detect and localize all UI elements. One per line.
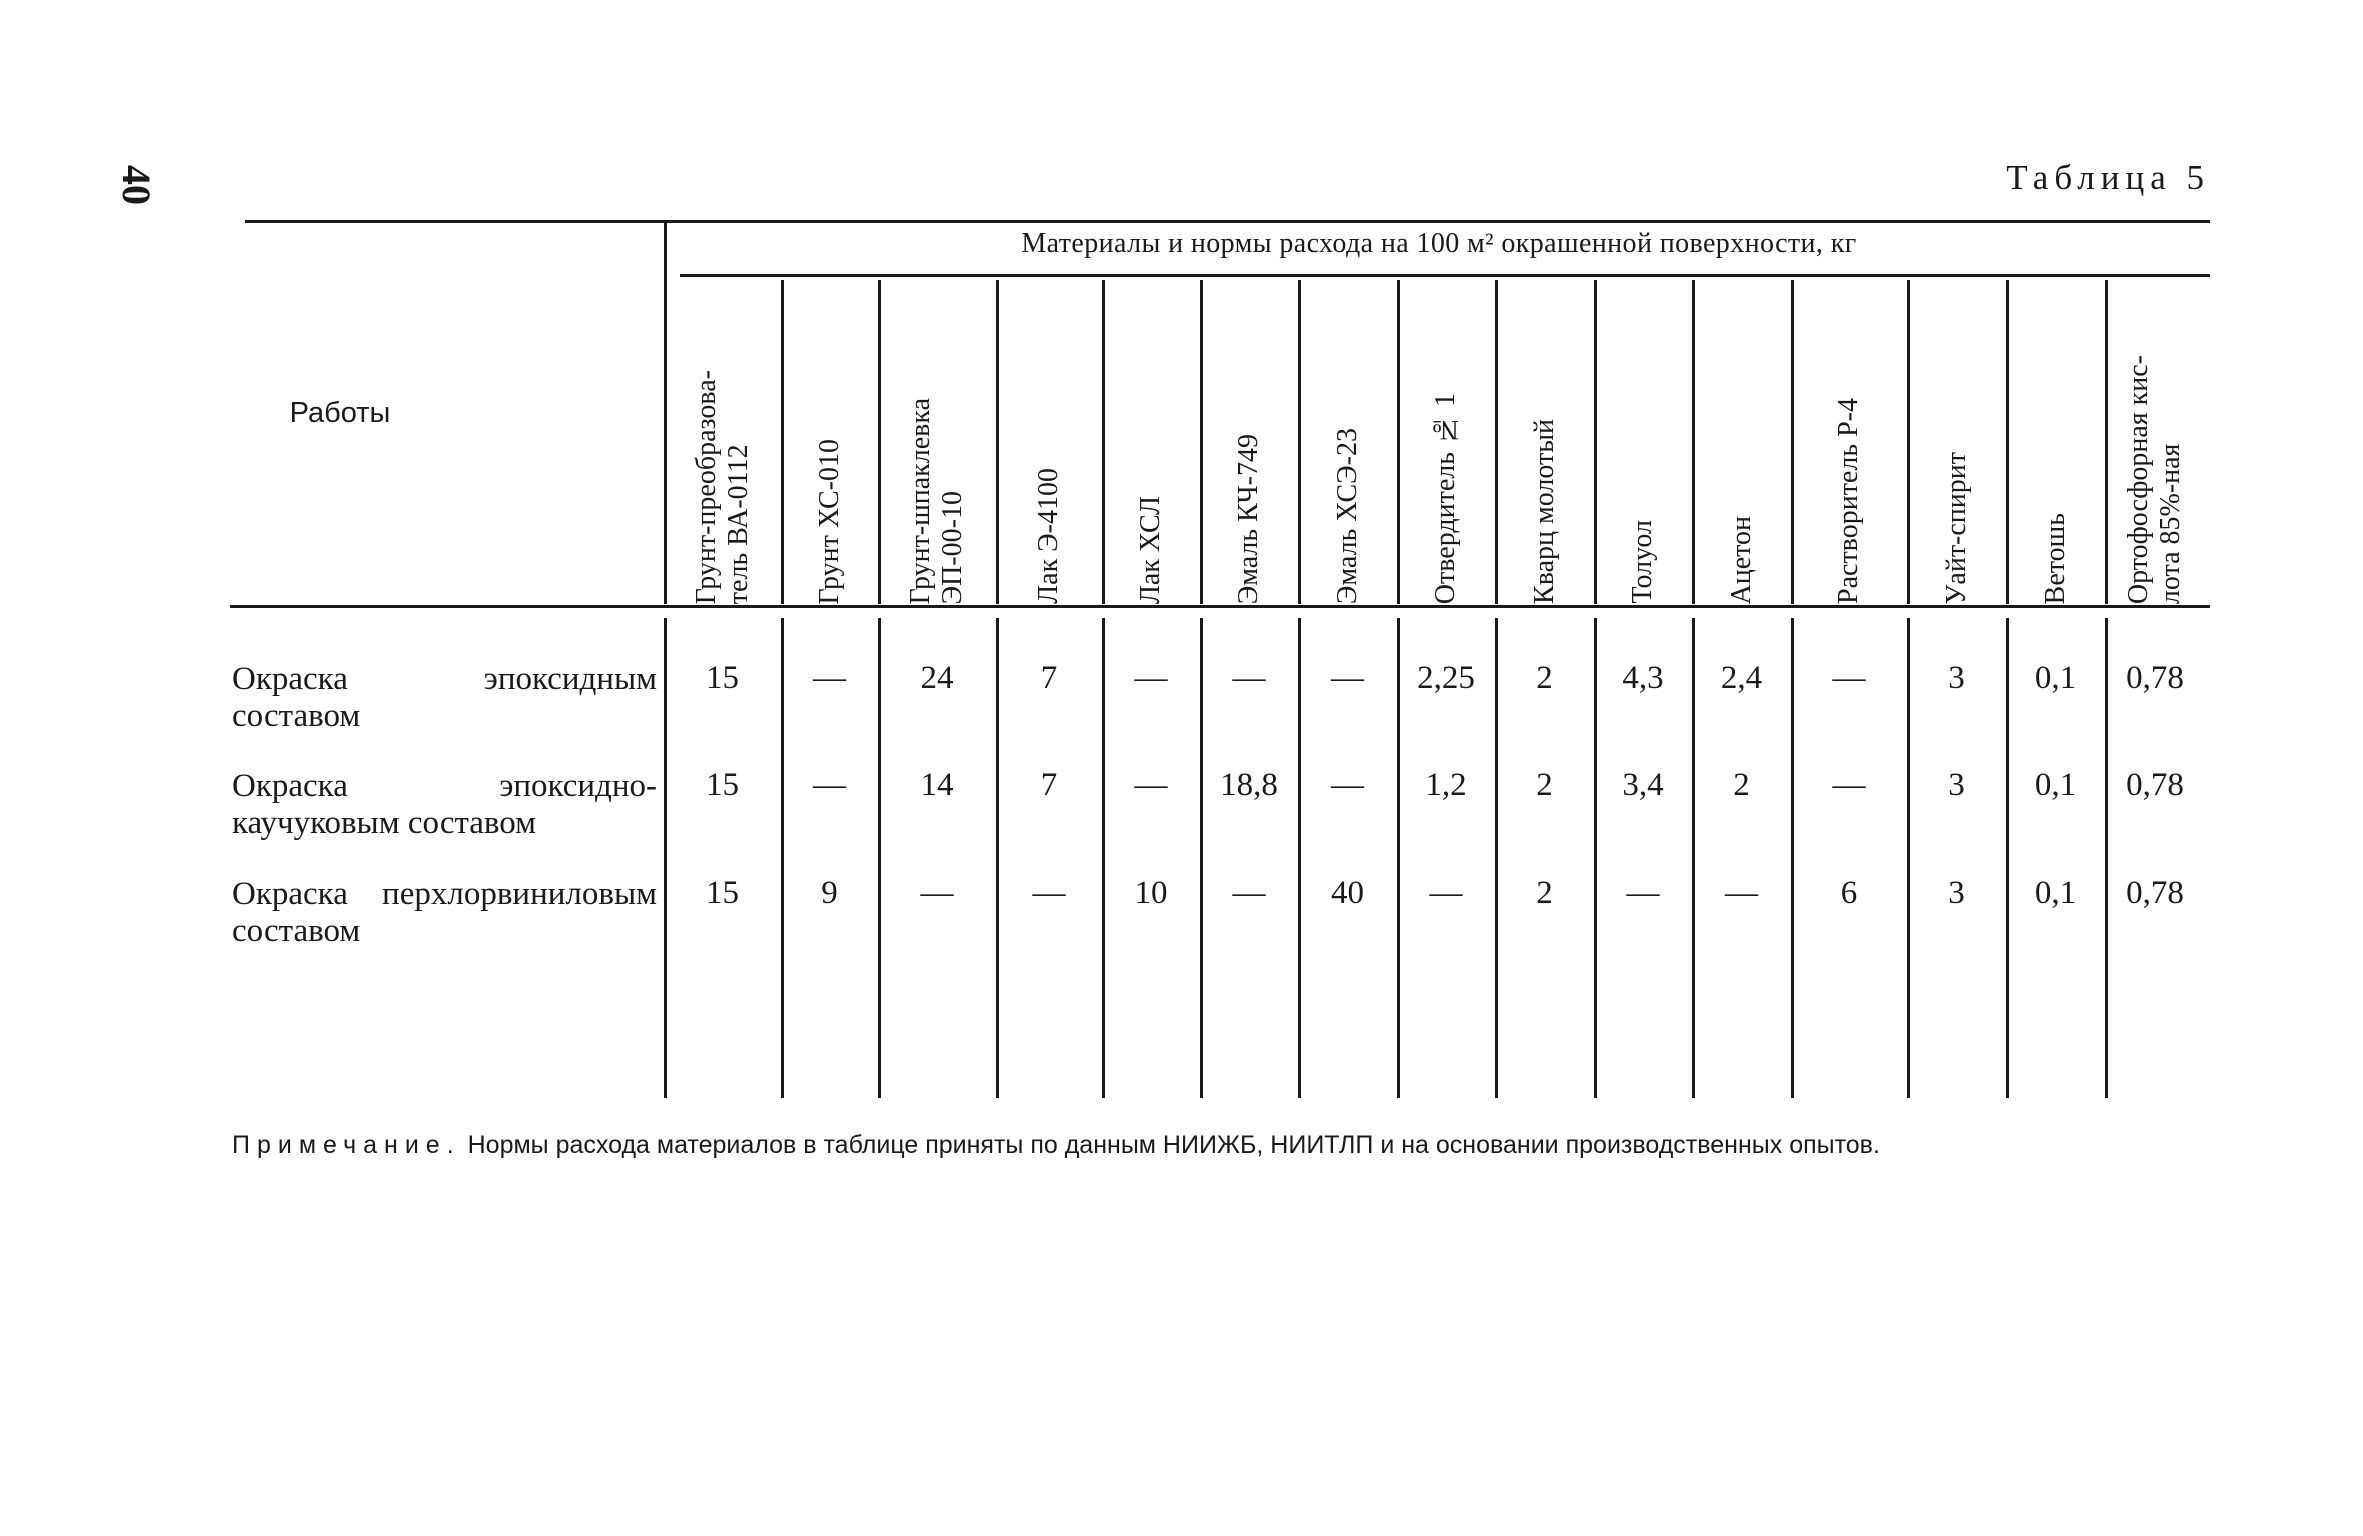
table-cell: 0,78: [2126, 660, 2184, 696]
table-cell: —: [1134, 660, 1168, 696]
table-top-rule: [245, 220, 2210, 223]
column-header: [2105, 287, 2205, 604]
column-header: [1791, 287, 1907, 604]
table-cell: 7: [1040, 767, 1058, 803]
table-cell: 3: [1948, 875, 1965, 911]
column-rule: [1692, 280, 1695, 604]
note-label: Примечание.: [232, 1131, 461, 1159]
table-cell: 0,78: [2126, 875, 2184, 911]
column-header: [1102, 287, 1200, 604]
header-bottom-rule: [230, 605, 2210, 608]
column-rule: [1495, 618, 1498, 1098]
table-cell: —: [1232, 660, 1266, 696]
column-rule: [2006, 618, 2009, 1098]
table-cell: 2: [1536, 767, 1553, 803]
column-header: [1594, 287, 1692, 604]
column-rule: [1102, 618, 1105, 1098]
column-rule: [1907, 618, 1910, 1098]
column-rule: [2105, 280, 2108, 604]
table-cell: 0,1: [2034, 767, 2077, 803]
column-header-label: Грунт ХС-010: [813, 438, 845, 604]
column-header-label: Растворитель Р-4: [1833, 398, 1864, 604]
column-header-label: Эмаль КЧ-749: [1233, 433, 1264, 604]
column-rule: [996, 618, 999, 1098]
column-rule: [1594, 280, 1597, 604]
table-cell: 7: [1040, 660, 1058, 696]
column-rule: [1298, 280, 1301, 604]
table-cell: —: [1232, 875, 1266, 911]
column-rule: [1495, 280, 1498, 604]
column-header: [1495, 287, 1594, 604]
column-header: [1907, 287, 2006, 604]
table-cell: 15: [706, 875, 739, 911]
column-rule: [664, 618, 667, 1098]
table-cell: 14: [920, 767, 954, 803]
column-header-label: Ортофосфорная кис- лота 85%-ная: [2123, 354, 2186, 604]
column-header-label: Толуол: [1627, 520, 1658, 604]
table-cell: 3: [1948, 660, 1965, 696]
column-header: [1298, 287, 1397, 604]
table-cell: —: [1134, 767, 1168, 803]
materials-header: Материалы и нормы расхода на 100 м² окрашенной поверхности, кг: [1021, 228, 1857, 259]
column-rule: [1397, 618, 1400, 1098]
table-cell: 3,4: [1622, 767, 1664, 803]
column-header-label: Грунт-шпаклевка ЭП-00-10: [905, 397, 968, 604]
note-text: Нормы расхода материалов в таблице приняты по данным НИИЖБ, НИИТЛП и на основании производственных опытов.: [467, 1131, 1880, 1159]
table-cell: 10: [1134, 875, 1168, 911]
table-cell: —: [813, 767, 846, 803]
table-cell: 0,1: [2034, 660, 2077, 696]
column-header: [878, 287, 996, 604]
column-header-label: Эмаль ХСЭ-23: [1331, 427, 1363, 604]
works-header: Работы: [289, 397, 391, 429]
table-cell: —: [1626, 875, 1660, 911]
column-header-label: Уайт-спирит: [1940, 451, 1972, 604]
column-rule: [781, 618, 784, 1098]
table-cell: 40: [1331, 875, 1364, 911]
column-rule: [1907, 280, 1910, 604]
page-number: 40: [114, 165, 159, 205]
column-header-label: Лак ХСЛ: [1135, 495, 1166, 604]
column-rule: [664, 222, 667, 604]
table-cell: 15: [706, 767, 739, 803]
table-cell: 4,3: [1622, 660, 1664, 696]
row-label: Окраска эпоксидным составом: [232, 661, 657, 734]
table-cell: 24: [920, 660, 954, 696]
table-cell: 0,78: [2126, 767, 2184, 803]
table-cell: 6: [1840, 875, 1858, 911]
column-header-label: Кварц молотый: [1528, 419, 1560, 604]
column-header: [1200, 287, 1298, 604]
column-header: [2006, 287, 2105, 604]
table-cell: 3: [1948, 767, 1965, 803]
row-label: Окраска перхлорвиниловым составом: [232, 876, 657, 949]
table-cell: 9: [821, 875, 838, 911]
table-cell: —: [1032, 875, 1066, 911]
table-cell: —: [1331, 660, 1364, 696]
table-cell: 18,8: [1220, 767, 1278, 803]
column-rule: [1791, 618, 1794, 1098]
table-cell: 15: [706, 660, 739, 696]
column-header-label: Ветошь: [2039, 512, 2071, 604]
table-cell: 2,25: [1417, 660, 1475, 696]
table-cell: 0,1: [2034, 875, 2077, 911]
column-rule: [1200, 280, 1203, 604]
table-cell: 2: [1536, 660, 1553, 696]
table-note: [232, 1130, 2210, 1160]
column-rule: [1298, 618, 1301, 1098]
column-rule: [781, 280, 784, 604]
column-rule: [1791, 280, 1794, 604]
column-header-label: Ацетон: [1725, 515, 1757, 604]
column-header: [664, 287, 781, 604]
table-cell: —: [813, 660, 846, 696]
column-header-label: Лак Э-4100: [1033, 468, 1064, 604]
table-cell: 2,4: [1720, 660, 1763, 696]
column-rule: [1692, 618, 1695, 1098]
table-cell: —: [1429, 875, 1463, 911]
table-cell: 2: [1536, 875, 1553, 911]
column-rule: [878, 618, 881, 1098]
column-rule: [2105, 618, 2108, 1098]
column-rule: [1200, 618, 1203, 1098]
table-cell: —: [1832, 767, 1866, 803]
column-header-label: Отвердитель № 1: [1430, 392, 1461, 604]
table-cell: —: [1725, 875, 1758, 911]
column-header: [1692, 287, 1791, 604]
materials-header-rule: [680, 274, 2210, 277]
table-cell: —: [1331, 767, 1364, 803]
table-cell: —: [920, 875, 954, 911]
column-rule: [1397, 280, 1400, 604]
table-cell: —: [1832, 660, 1866, 696]
column-rule: [1594, 618, 1597, 1098]
column-rule: [878, 280, 881, 604]
table-title: Таблица 5: [2006, 158, 2210, 197]
column-header: [996, 287, 1102, 604]
column-header: [1397, 287, 1495, 604]
column-rule: [2006, 280, 2009, 604]
column-header: [781, 287, 878, 604]
column-header-label: Грунт-преобразова- тель ВА-0112: [690, 369, 754, 604]
table-cell: 2: [1733, 767, 1750, 803]
row-label: Окраска эпоксидно-каучуковым составом: [232, 768, 657, 841]
table-cell: 1,2: [1425, 767, 1467, 803]
column-rule: [996, 280, 999, 604]
column-rule: [1102, 280, 1105, 604]
